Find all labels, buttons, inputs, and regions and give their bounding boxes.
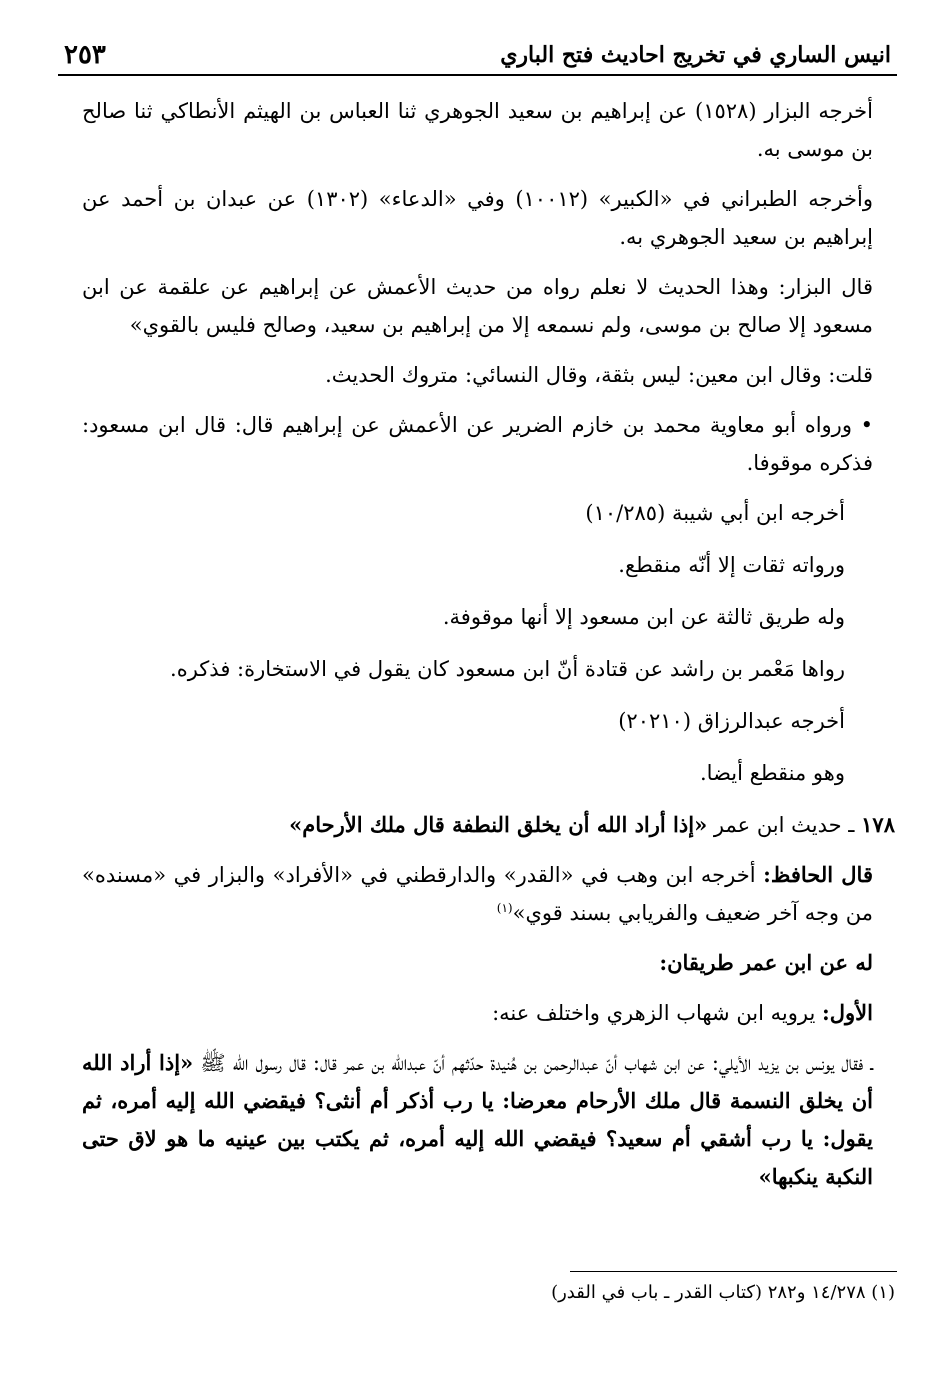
- paragraph-8: وله طريق ثالثة عن ابن مسعود إلا أنها موقوفة.: [442, 605, 845, 629]
- first-label: الأول:: [822, 1000, 873, 1025]
- last-bold: «إذا أراد الله أن يخلق النسمة قال ملك الأرحام معرضا: يا رب أذكر أم أنثى؟ فيقضي الله إليه أمره، ثم يقول: يا رب أشقي أم سعيد؟ فيقضي الله إليه أمره، ثم يكتب بين عينيه ما هو لاق حتى النكبة ينكبها»: [82, 1050, 873, 1189]
- main-text: [82, 92, 895, 1208]
- page-number: ٢٥٣: [64, 40, 106, 70]
- running-title: انيس الساري في تخريج احاديث فتح الباري: [500, 42, 891, 68]
- footnote-ref: (١): [496, 901, 513, 915]
- paragraph-6: أخرجه ابن أبي شيبة (١٠/٢٨٥): [585, 501, 845, 525]
- footnote-text: ١٤/٢٧٨ و٢٨٢ (كتاب القدر ـ باب في القدر): [551, 1282, 866, 1303]
- hafiz-paragraph: [82, 856, 895, 932]
- hadith-intro: ـ حديث ابن عمر: [713, 813, 855, 837]
- hafiz-label: قال الحافظ:: [763, 862, 873, 887]
- page-header: [58, 38, 897, 76]
- paragraph-10: أخرجه عبدالرزاق (٢٠٢١٠): [618, 709, 845, 733]
- last-plain: ـ فقال يونس بن يزيد الأيلي: عن ابن شهاب أنّ عبدالرحمن بن هُنيدة حدّثهم أنّ عبدالله بن عمر قال: قال رسول الله ﷺ: [200, 1051, 873, 1075]
- hafiz-text: أخرجه ابن وهب في «القدر» والدارقطني في «الأفراد» والبزار في «مسنده» من وجه آخر ضعيف والفريابي بسند قوي»: [82, 863, 873, 925]
- paragraph-2: وأخرجه الطبراني في «الكبير» (١٠٠١٢) وفي «الدعاء» (١٣٠٢) عن عبدان بن أحمد عن إبراهيم بن سعيد الجوهري به.: [82, 187, 873, 249]
- hadith-heading: [82, 806, 895, 844]
- footnote-divider: [570, 1271, 897, 1272]
- footnote: [82, 1278, 895, 1308]
- paragraph-11: وهو منقطع أيضا.: [700, 761, 845, 785]
- paragraph-5: • ورواه أبو معاوية محمد بن خازم الضرير عن الأعمش عن إبراهيم قال: قال ابن مسعود: فذكره موقوفا.: [82, 413, 873, 475]
- paragraph-1: أخرجه البزار (١٥٢٨) عن إبراهيم بن سعيد الجوهري ثنا العباس بن الهيثم الأنطاكي ثنا صالح بن موسى به.: [82, 99, 873, 161]
- paragraph-9: رواها مَعْمر بن راشد عن قتادة أنّ ابن مسعود كان يقول في الاستخارة: فذكره.: [170, 657, 845, 681]
- first-text: يرويه ابن شهاب الزهري واختلف عنه:: [492, 1001, 816, 1025]
- paragraph-7: ورواته ثقات إلا أنّه منقطع.: [618, 553, 845, 577]
- paragraph-4: قلت: وقال ابن معين: ليس بثقة، وقال النسائي: متروك الحديث.: [325, 363, 873, 387]
- paragraph-3: قال البزار: وهذا الحديث لا نعلم رواه من حديث الأعمش عن إبراهيم عن علقمة عن ابن مسعود إلا صالح بن موسى، ولم نسمعه إلا من إبراهيم بن سعيد، وصالح فليس بالقوي»: [82, 275, 873, 337]
- footnote-number: (١): [871, 1282, 895, 1303]
- last-paragraph: [82, 1044, 895, 1196]
- hadith-number: ١٧٨: [861, 812, 895, 837]
- first-route: [82, 994, 895, 1032]
- hadith-text: «إذا أراد الله أن يخلق النطفة قال ملك الأرحام»: [289, 812, 708, 837]
- turuq-heading: له عن ابن عمر طريقان:: [659, 950, 873, 975]
